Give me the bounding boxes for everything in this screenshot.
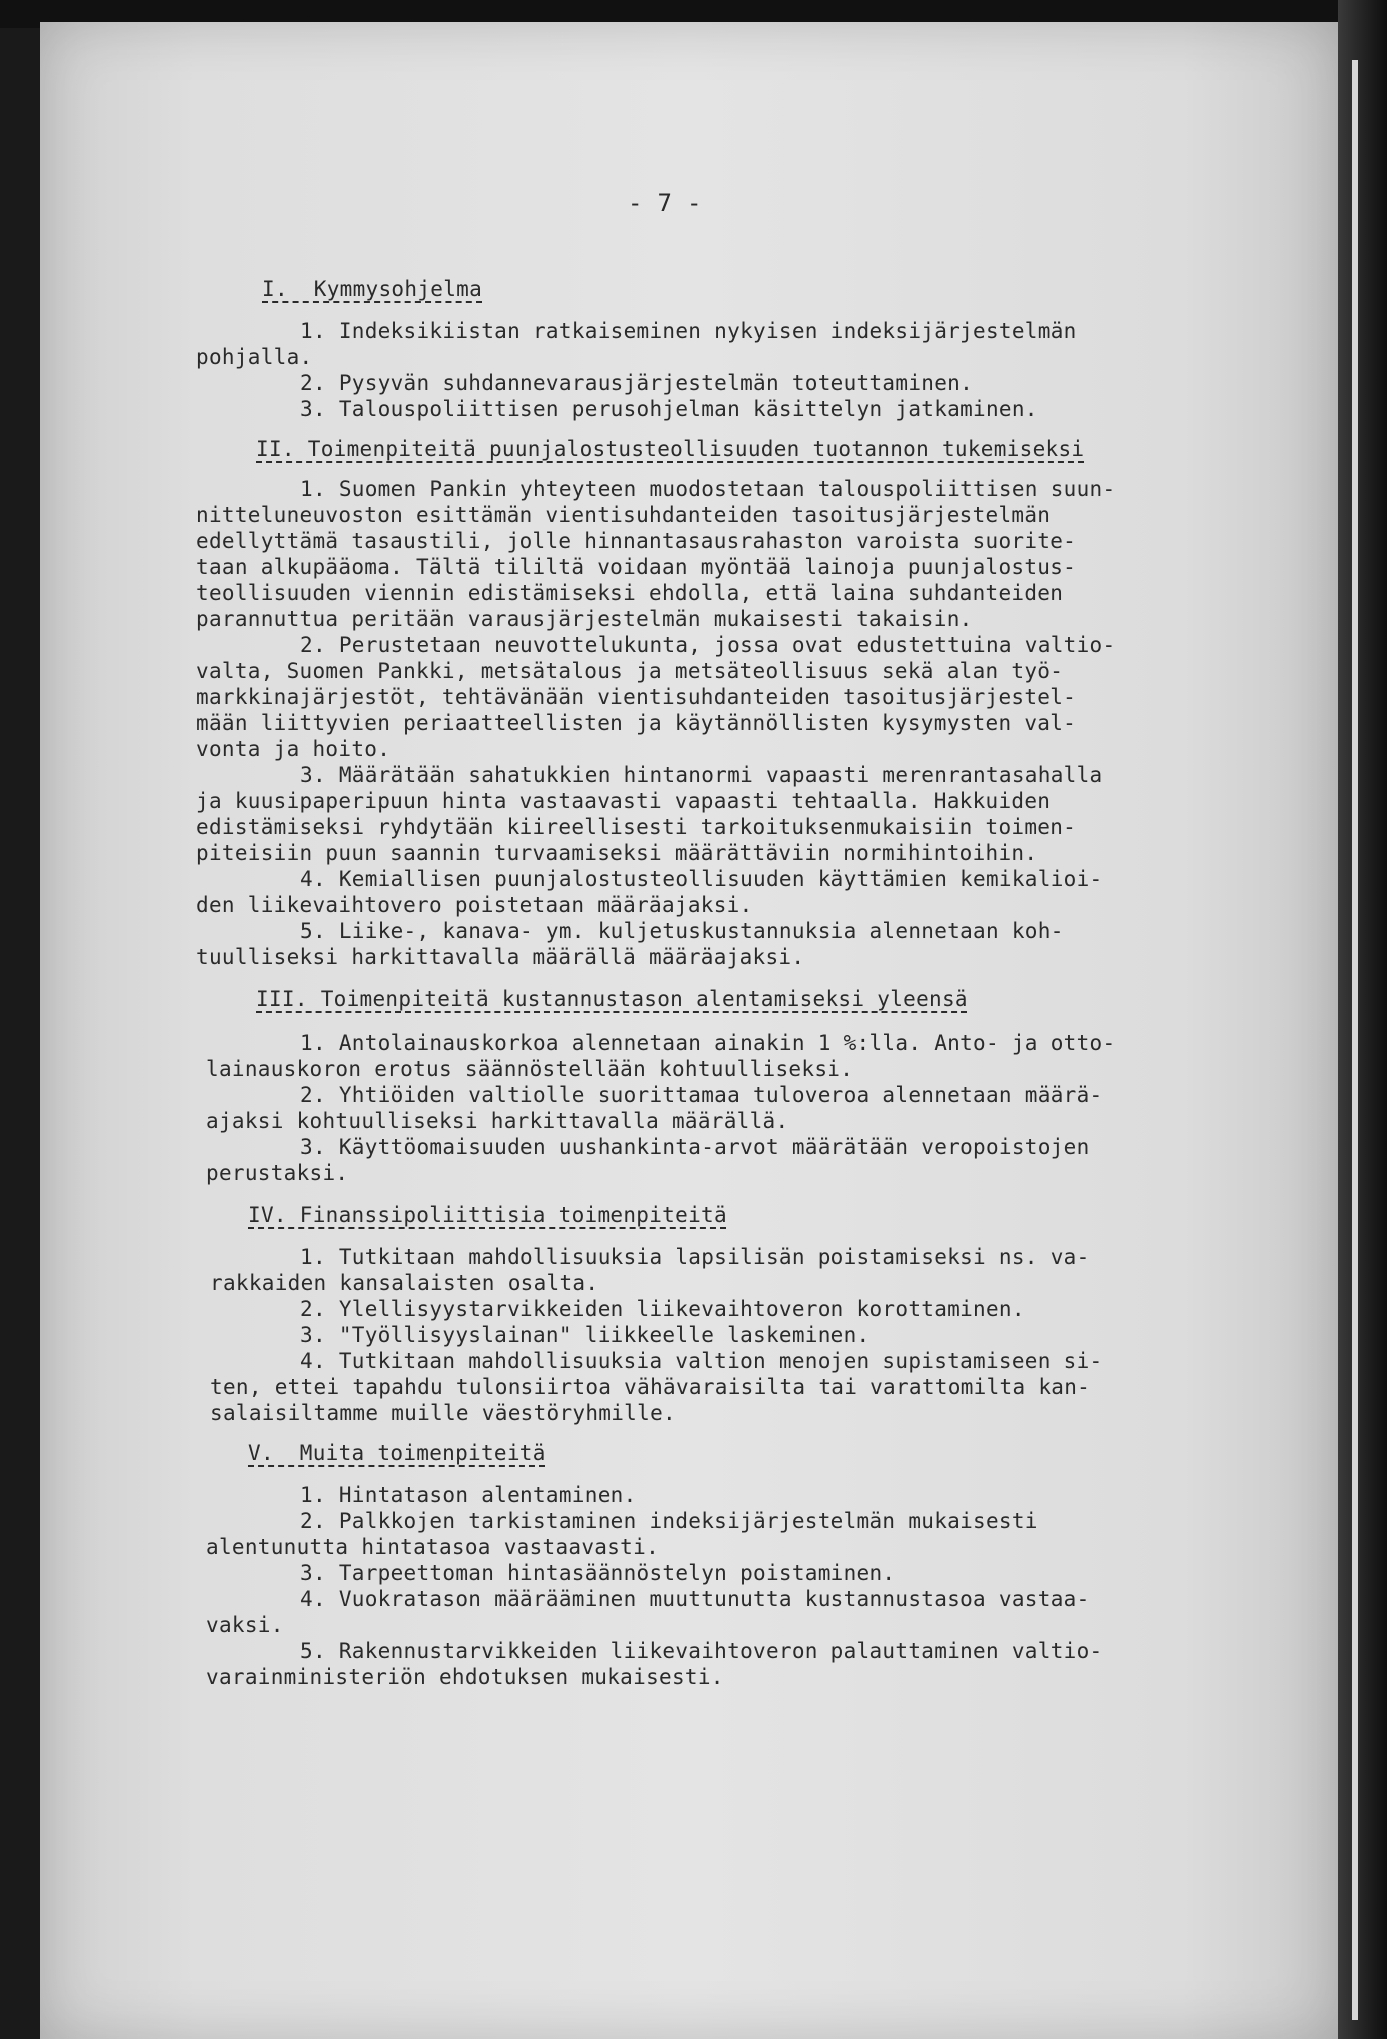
text-line: valta, Suomen Pankki, metsätalous ja metsäteollisuus sekä alan työ- <box>196 659 1064 683</box>
text-line: 3. Talouspoliittisen perusohjelman käsittelyn jatkaminen. <box>300 397 1038 421</box>
text-line: rakkaiden kansalaisten osalta. <box>210 1271 599 1295</box>
text-line: 2. Palkkojen tarkistaminen indeksijärjestelmän mukaisesti <box>300 1509 1038 1533</box>
text-line: 2. Ylellisyystarvikkeiden liikevaihtoveron korottaminen. <box>300 1297 1025 1321</box>
page-number: - 7 - <box>628 189 702 217</box>
section-heading-4: IV. Finanssipoliittisia toimenpiteitä <box>248 1203 727 1227</box>
page-edge-strip <box>1352 60 1358 2020</box>
text-line: ten, ettei tapahdu tulonsiirtoa vähävaraisilta tai varattomilta kan- <box>210 1375 1091 1399</box>
text-line: parannuttua peritään varausjärjestelmän mukaisesti takaisin. <box>196 607 973 631</box>
text-line: ajaksi kohtuulliseksi harkittavalla määrällä. <box>206 1109 789 1133</box>
text-line: 2. Pysyvän suhdannevarausjärjestelmän toteuttaminen. <box>300 371 974 395</box>
text-line: 1. Indeksikiistan ratkaiseminen nykyisen indeksijärjestelmän <box>300 319 1077 343</box>
text-line: salaisiltamme muille väestöryhmille. <box>210 1401 676 1425</box>
text-line: 1. Antolainauskorkoa alennetaan ainakin 1 %:lla. Anto- ja otto- <box>300 1031 1116 1055</box>
text-line: varainministeriön ehdotuksen mukaisesti. <box>206 1665 724 1689</box>
section-heading-1: I. Kymmysohjelma <box>262 277 483 301</box>
text-line: edistämiseksi ryhdytään kiireellisesti tarkoituksenmukaisiin toimen- <box>196 815 1077 839</box>
section-heading-5: V. Muita toimenpiteitä <box>248 1441 546 1465</box>
text-line: 4. Vuokratason määrääminen muuttunutta kustannustasoa vastaa- <box>300 1587 1090 1611</box>
text-line: 5. Rakennustarvikkeiden liikevaihtoveron palauttaminen valtio- <box>300 1639 1103 1663</box>
text-line: 3. "Työllisyyslainan" liikkeelle laskeminen. <box>300 1323 870 1347</box>
text-line: lainauskoron erotus säännöstellään kohtuulliseksi. <box>206 1057 854 1081</box>
text-line: 1. Suomen Pankin yhteyteen muodostetaan talouspoliittisen suun- <box>300 477 1116 501</box>
text-line: 3. Tarpeettoman hintasäännöstelyn poistaminen. <box>300 1561 896 1585</box>
text-line: pohjalla. <box>196 345 313 369</box>
text-line: 4. Kemiallisen puunjalostusteollisuuden käyttämien kemikalioi- <box>300 867 1103 891</box>
text-line: taan alkupääoma. Tältä tililtä voidaan myöntää lainoja puunjalostus- <box>196 555 1077 579</box>
text-line: piteisiin puun saannin turvaamiseksi määrättäviin normihintoihin. <box>196 841 1038 865</box>
text-line: vonta ja hoito. <box>196 737 391 761</box>
text-line: den liikevaihtovero poistetaan määräajaksi. <box>196 893 753 917</box>
scan-border-right <box>1338 0 1387 2039</box>
text-line: alentunutta hintatasoa vastaavasti. <box>206 1535 660 1559</box>
text-line: vaksi. <box>206 1613 284 1637</box>
text-line: 5. Liike-, kanava- ym. kuljetuskustannuksia alennetaan koh- <box>300 919 1064 943</box>
text-line: mään liittyvien periaatteellisten ja käytännöllisten kysymysten val- <box>196 711 1077 735</box>
text-line: tuulliseksi harkittavalla määrällä määräajaksi. <box>196 945 805 969</box>
text-line: 3. Määrätään sahatukkien hintanormi vapaasti merenrantasahalla <box>300 763 1103 787</box>
text-line: 1. Hintatason alentaminen. <box>300 1483 637 1507</box>
text-line: 3. Käyttöomaisuuden uushankinta-arvot määrätään veropoistojen <box>300 1135 1090 1159</box>
text-line: edellyttämä tasaustili, jolle hinnantasausrahaston varoista suorite- <box>196 529 1077 553</box>
text-line: 4. Tutkitaan mahdollisuuksia valtion menojen supistamiseen si- <box>300 1349 1103 1373</box>
text-line: ja kuusipaperipuun hinta vastaavasti vapaasti tehtaalla. Hakkuiden <box>196 789 1051 813</box>
text-line: 2. Yhtiöiden valtiolle suorittamaa tuloveroa alennetaan määrä- <box>300 1083 1103 1107</box>
text-line: markkinajärjestöt, tehtävänään vientisuhdanteiden tasoitusjärjestel- <box>196 685 1077 709</box>
text-line: perustaksi. <box>206 1161 349 1185</box>
text-line: 2. Perustetaan neuvottelukunta, jossa ovat edustettuina valtio- <box>300 633 1116 657</box>
text-line: nitteluneuvoston esittämän vientisuhdanteiden tasoitusjärjestelmän <box>196 503 1051 527</box>
section-heading-2: II. Toimenpiteitä puunjalostusteollisuuden tuotannon tukemiseksi <box>256 437 1085 461</box>
text-line: teollisuuden viennin edistämiseksi ehdolla, että laina suhdanteiden <box>196 581 1064 605</box>
section-heading-3: III. Toimenpiteitä kustannustason alentamiseksi yleensä <box>256 987 968 1011</box>
text-line: 1. Tutkitaan mahdollisuuksia lapsilisän poistamiseksi ns. va- <box>300 1245 1090 1269</box>
